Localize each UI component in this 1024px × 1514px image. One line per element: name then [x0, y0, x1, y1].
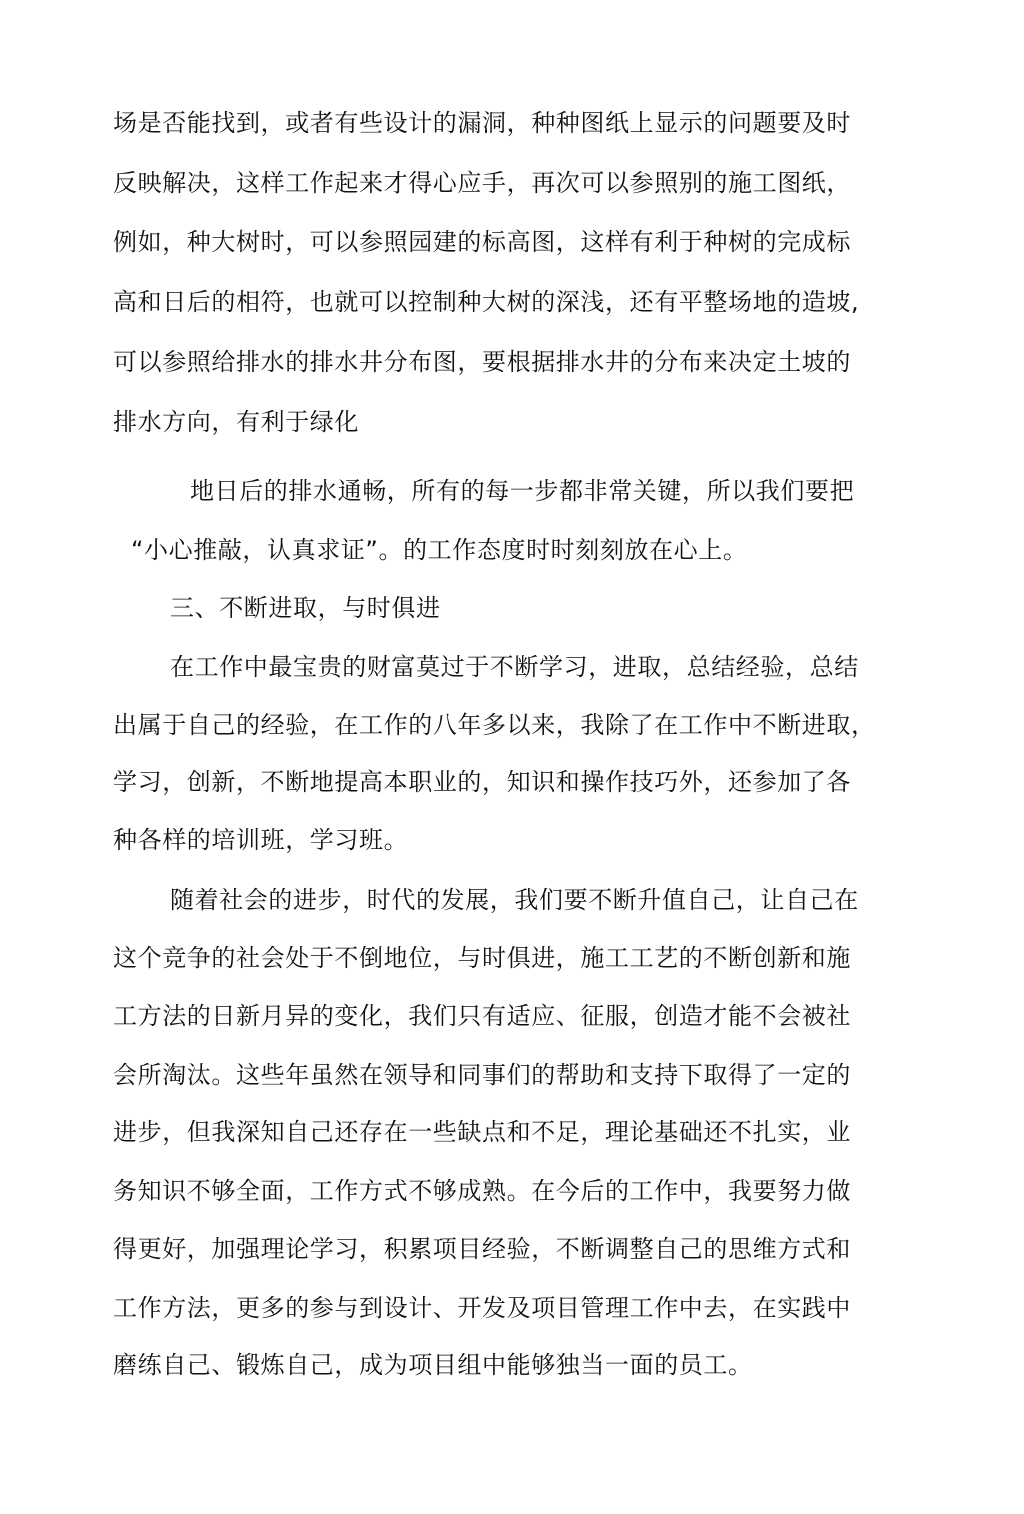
text-line: “小心推敲，认真求证”。的工作态度时时刻刻放在心上。 [131, 536, 748, 564]
text-line: 在工作中最宝贵的财富莫过于不断学习，进取，总结经验，总结 [170, 653, 859, 681]
text-line: 得更好，加强理论学习，积累项目经验，不断调整自己的思维方式和 [113, 1235, 851, 1263]
section-heading: 三、不断进取，与时俱进 [170, 594, 441, 622]
text-line: 进步，但我深知自己还存在一些缺点和不足，理论基础还不扎实，业 [113, 1118, 851, 1146]
text-line: 工作方法，更多的参与到设计、开发及项目管理工作中去，在实践中 [113, 1294, 851, 1322]
text-line: 反映解决，这样工作起来才得心应手，再次可以参照别的施工图纸， [113, 169, 851, 197]
text-line: 例如，种大树时，可以参照园建的标高图，这样有利于种树的完成标 [113, 228, 851, 256]
text-line: 这个竞争的社会处于不倒地位，与时俱进，施工工艺的不断创新和施 [113, 944, 851, 972]
text-line: 出属于自己的经验，在工作的八年多以来，我除了在工作中不断进取， [113, 711, 876, 739]
text-line: 务知识不够全面，工作方式不够成熟。在今后的工作中，我要努力做 [113, 1177, 851, 1205]
text-line: 场是否能找到，或者有些设计的漏洞，种种图纸上显示的问题要及时 [113, 109, 851, 137]
text-line: 排水方向，有利于绿化 [113, 408, 359, 436]
text-line: 学习，创新，不断地提高本职业的，知识和操作技巧外，还参加了各 [113, 768, 851, 796]
text-line: 地日后的排水通畅，所有的每一步都非常关键，所以我们要把 [190, 477, 855, 505]
text-line: 可以参照给排水的排水井分布图，要根据排水井的分布来决定土坡的 [113, 348, 851, 376]
text-line: 高和日后的相符，也就可以控制种大树的深浅，还有平整场地的造坡, [113, 288, 860, 316]
text-line: 工方法的日新月异的变化，我们只有适应、征服，创造才能不会被社 [113, 1002, 851, 1030]
text-line: 种各样的培训班，学习班。 [113, 826, 409, 854]
text-line: 会所淘汰。这些年虽然在领导和同事们的帮助和支持下取得了一定的 [113, 1061, 851, 1089]
text-line: 磨练自己、锻炼自己，成为项目组中能够独当一面的员工。 [113, 1351, 753, 1379]
text-line: 随着社会的进步，时代的发展，我们要不断升值自己，让自己在 [170, 886, 859, 914]
